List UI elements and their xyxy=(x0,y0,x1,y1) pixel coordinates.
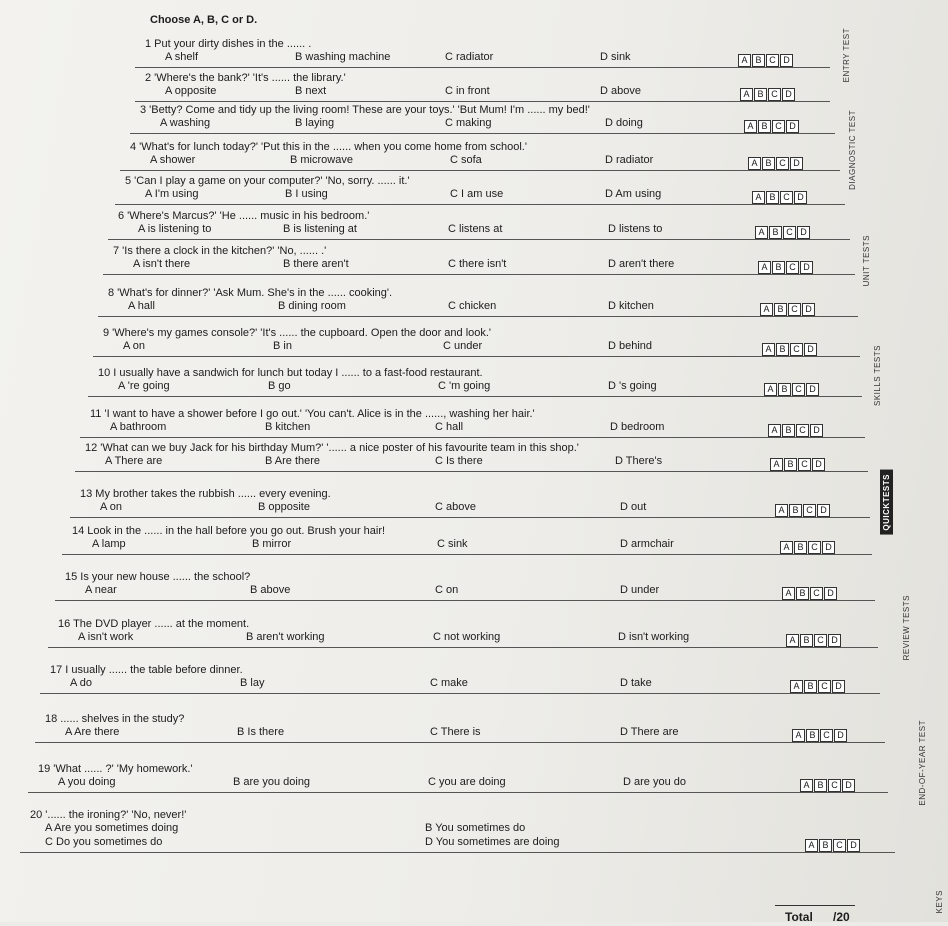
answer-box-a[interactable]: A xyxy=(805,839,818,852)
option-b: B Are there xyxy=(265,455,321,467)
option-d: D armchair xyxy=(620,538,674,550)
divider-line xyxy=(62,554,872,555)
answer-box-b[interactable]: B xyxy=(800,634,813,647)
option-d: D under xyxy=(620,584,660,596)
answer-box-a[interactable]: A xyxy=(744,120,757,133)
answer-box-b[interactable]: B xyxy=(772,261,785,274)
option-b: B opposite xyxy=(258,501,310,513)
option-d: D radiator xyxy=(605,154,654,166)
answer-box-a[interactable]: A xyxy=(764,383,777,396)
answer-box-d[interactable]: D xyxy=(847,839,860,852)
answer-box-a[interactable]: A xyxy=(786,634,799,647)
answer-box-b[interactable]: B xyxy=(769,226,782,239)
answer-box-a[interactable]: A xyxy=(768,424,781,437)
answer-box-c[interactable]: C xyxy=(783,226,796,239)
option-c: C Is there xyxy=(435,455,483,467)
answer-box-a[interactable]: A xyxy=(760,303,773,316)
side-tab: KEYS xyxy=(935,890,944,914)
question-stem: 6 'Where's Marcus?' 'He ...... music in his bedroom.' xyxy=(118,210,370,222)
divider-line xyxy=(135,67,830,68)
answer-box-b[interactable]: B xyxy=(754,88,767,101)
answer-box-c[interactable]: C xyxy=(814,634,827,647)
answer-box-b[interactable]: B xyxy=(776,343,789,356)
answer-box-a[interactable]: A xyxy=(770,458,783,471)
option-a: A on xyxy=(123,340,146,352)
option-b: B go xyxy=(268,380,291,392)
option-a: A near xyxy=(85,584,117,596)
answer-boxes xyxy=(792,729,847,742)
answer-boxes xyxy=(758,261,813,274)
answer-box-a[interactable]: A xyxy=(790,680,803,693)
answer-box-c[interactable]: C xyxy=(833,839,846,852)
option-b: B is listening at xyxy=(283,223,357,235)
question-stem: 19 'What ...... ?' 'My homework.' xyxy=(38,763,193,775)
answer-box-c[interactable]: C xyxy=(808,541,821,554)
answer-boxes xyxy=(786,634,841,647)
answer-boxes xyxy=(780,541,835,554)
question-stem: 16 The DVD player ...... at the moment. xyxy=(58,618,250,630)
divider-line xyxy=(135,101,830,102)
question-stem: 13 My brother takes the rubbish ...... every evening. xyxy=(80,488,331,500)
question-stem: 20 '...... the ironing?' 'No, never!' xyxy=(30,809,187,821)
question-item xyxy=(140,104,825,131)
question-item xyxy=(72,525,862,552)
divider-line xyxy=(115,204,845,205)
answer-box-c[interactable]: C xyxy=(786,261,799,274)
answer-box-d[interactable]: D xyxy=(790,157,803,170)
answer-box-a[interactable]: A xyxy=(755,226,768,239)
answer-box-c[interactable]: C xyxy=(792,383,805,396)
question-stem: 1 Put your dirty dishes in the ...... . xyxy=(145,38,312,50)
option-d: D sink xyxy=(600,51,631,63)
question-stem: 10 I usually have a sandwich for lunch but today I ...... to a fast-food restaurant. xyxy=(98,367,483,379)
option-c: C radiator xyxy=(445,51,494,63)
option-a: A on xyxy=(100,501,123,513)
option-d: D Am using xyxy=(605,188,662,200)
question-stem: 2 'Where's the bank?' 'It's ...... the library.' xyxy=(145,72,346,84)
answer-boxes xyxy=(738,54,793,67)
answer-box-c[interactable]: C xyxy=(790,343,803,356)
option-d: D out xyxy=(620,501,647,513)
option-c: C chicken xyxy=(448,300,497,312)
side-tab: END-OF-YEAR TEST xyxy=(918,720,927,806)
option-b: B washing machine xyxy=(295,51,391,63)
answer-box-d[interactable]: D xyxy=(786,120,799,133)
option-c: C you are doing xyxy=(428,776,506,788)
answer-box-b[interactable]: B xyxy=(758,120,771,133)
option-b: B I using xyxy=(285,188,328,200)
option-b: B above xyxy=(250,584,291,596)
side-tab: REVIEW TESTS xyxy=(902,595,911,661)
option-c: C listens at xyxy=(448,223,503,235)
answer-box-a[interactable]: A xyxy=(748,157,761,170)
option-a: A Are there xyxy=(65,726,120,738)
answer-boxes xyxy=(755,226,810,239)
answer-box-c[interactable]: C xyxy=(776,157,789,170)
answer-box-d[interactable]: D xyxy=(800,261,813,274)
answer-box-b[interactable]: B xyxy=(766,191,779,204)
divider-line xyxy=(93,356,860,357)
answer-box-c[interactable]: C xyxy=(768,88,781,101)
divider-line xyxy=(48,647,878,648)
question-item xyxy=(145,72,820,99)
question-stem: 3 'Betty? Come and tidy up the living room! These are your toys.' 'But Mum! I'm ...... my bed!' xyxy=(140,104,590,116)
option-c: C make xyxy=(430,677,468,689)
option-d: D are you do xyxy=(623,776,686,788)
total-score-value: /20 xyxy=(833,910,850,924)
answer-box-b[interactable]: B xyxy=(752,54,765,67)
option-a: A washing xyxy=(160,117,211,129)
divider-line xyxy=(35,742,885,743)
question-item xyxy=(98,367,852,394)
option-a: A isn't work xyxy=(78,631,134,643)
option-c: C above xyxy=(435,501,476,513)
answer-box-b[interactable]: B xyxy=(794,541,807,554)
side-tab: UNIT TESTS xyxy=(862,235,871,287)
answer-boxes xyxy=(762,343,817,356)
divider-line xyxy=(98,316,858,317)
total-label: Total xyxy=(785,910,813,924)
question-stem: 17 I usually ...... the table before dinner. xyxy=(50,664,243,676)
option-a: A hall xyxy=(128,300,155,312)
answer-box-c[interactable]: C xyxy=(820,729,833,742)
option-b: B in xyxy=(273,340,292,352)
option-b: B aren't working xyxy=(246,631,325,643)
side-tab: SKILLS TESTS xyxy=(873,345,882,406)
answer-boxes xyxy=(800,779,855,792)
answer-box-d[interactable]: D xyxy=(804,343,817,356)
question-stem: 11 'I want to have a shower before I go out.' 'You can't. Alice is in the ......, washing her hair.' xyxy=(90,408,535,420)
option-c: C there isn't xyxy=(448,258,507,270)
question-item xyxy=(58,618,868,645)
question-item xyxy=(108,287,848,314)
question-item xyxy=(113,245,845,272)
side-tab: DIAGNOSTIC TEST xyxy=(848,110,857,190)
question-stem: 14 Look in the ...... in the hall before you go out. Brush your hair! xyxy=(72,525,386,537)
divider-line xyxy=(103,274,855,275)
answer-box-a[interactable]: A xyxy=(782,587,795,600)
question-stem: 4 'What's for lunch today?' 'Put this in the ...... when you come home from school.' xyxy=(130,141,527,153)
answer-box-c[interactable]: C xyxy=(818,680,831,693)
answer-box-c[interactable]: C xyxy=(810,587,823,600)
option-a: A shower xyxy=(150,154,196,166)
answer-box-d[interactable]: D xyxy=(822,541,835,554)
question-item xyxy=(38,763,878,790)
option-d: D isn't working xyxy=(618,631,690,643)
option-a: A I'm using xyxy=(145,188,199,200)
divider-line xyxy=(130,133,835,134)
answer-boxes xyxy=(752,191,807,204)
option-b: B microwave xyxy=(290,154,353,166)
answer-box-d[interactable]: D xyxy=(797,226,810,239)
option-a: A isn't there xyxy=(133,258,191,270)
option-d: D There's xyxy=(615,455,663,467)
question-stem: 8 'What's for dinner?' 'Ask Mum. She's in the ...... cooking'. xyxy=(108,287,393,299)
side-tab: QUICKTESTS xyxy=(880,470,893,535)
answer-boxes xyxy=(740,88,795,101)
option-d: D listens to xyxy=(608,223,663,235)
option-a: A opposite xyxy=(165,85,217,97)
option-a: A bathroom xyxy=(110,421,167,433)
answer-box-a[interactable]: A xyxy=(738,54,751,67)
option-b: B are you doing xyxy=(233,776,311,788)
question-stem: 9 'Where's my games console?' 'It's ...... the cupboard. Open the door and look.' xyxy=(103,327,492,339)
option-c: C sofa xyxy=(450,154,482,166)
answer-box-b[interactable]: B xyxy=(804,680,817,693)
answer-box-b[interactable]: B xyxy=(796,587,809,600)
option-a: A There are xyxy=(105,455,163,467)
answer-box-d[interactable]: D xyxy=(828,634,841,647)
answer-box-d[interactable]: D xyxy=(780,54,793,67)
divider-line xyxy=(80,437,865,438)
option-d: D bedroom xyxy=(610,421,665,433)
question-stem: 12 'What can we buy Jack for his birthday Mum?' '...... a nice poster of his favourite team in this shop.' xyxy=(85,442,579,454)
question-item xyxy=(50,664,870,691)
divider-line xyxy=(55,600,875,601)
answer-box-a[interactable]: A xyxy=(800,779,813,792)
answer-box-a[interactable]: A xyxy=(792,729,805,742)
option-d: D aren't there xyxy=(608,258,675,270)
answer-box-c[interactable]: C xyxy=(828,779,841,792)
question-stem: 5 'Can I play a game on your computer?' 'No, sorry. ...... it.' xyxy=(125,175,410,187)
option-d: D behind xyxy=(608,340,653,352)
answer-box-c[interactable]: C xyxy=(780,191,793,204)
answer-boxes xyxy=(748,157,803,170)
option-b: B Is there xyxy=(237,726,285,738)
answer-box-b[interactable]: B xyxy=(819,839,832,852)
answer-boxes xyxy=(744,120,799,133)
option-a: A you doing xyxy=(58,776,116,788)
option-b: B kitchen xyxy=(265,421,311,433)
option-d: D above xyxy=(600,85,641,97)
option-a: A shelf xyxy=(165,51,199,63)
instruction: Choose A, B, C or D. xyxy=(150,14,258,26)
option-b: B dining room xyxy=(278,300,346,312)
answer-box-d[interactable]: D xyxy=(832,680,845,693)
answer-box-b[interactable]: B xyxy=(778,383,791,396)
answer-box-a[interactable]: A xyxy=(752,191,765,204)
option-b: B mirror xyxy=(252,538,292,550)
option-c: C Do you sometimes do xyxy=(45,836,163,848)
question-item xyxy=(80,488,860,515)
option-c: C I am use xyxy=(450,188,504,200)
question-item xyxy=(118,210,840,237)
answer-box-b[interactable]: B xyxy=(762,157,775,170)
option-c: C hall xyxy=(435,421,464,433)
divider-line xyxy=(88,396,862,397)
divider-line xyxy=(108,239,850,240)
answer-box-b[interactable]: B xyxy=(774,303,787,316)
option-c: C making xyxy=(445,117,492,129)
answer-box-d[interactable]: D xyxy=(810,424,823,437)
answer-box-d[interactable]: D xyxy=(806,383,819,396)
answer-box-d[interactable]: D xyxy=(802,303,815,316)
option-a: A Are you sometimes doing xyxy=(45,822,179,834)
option-a: A is listening to xyxy=(138,223,212,235)
option-d: D You sometimes are doing xyxy=(425,836,560,848)
option-d: D doing xyxy=(605,117,643,129)
answer-box-d[interactable]: D xyxy=(812,458,825,471)
answer-boxes xyxy=(760,303,815,316)
question-item xyxy=(30,809,885,850)
question-item xyxy=(125,175,835,202)
answer-boxes xyxy=(764,383,819,396)
answer-boxes xyxy=(768,424,823,437)
option-d: D There are xyxy=(620,726,679,738)
answer-boxes xyxy=(770,458,825,471)
option-c: C sink xyxy=(437,538,468,550)
question-item xyxy=(145,38,820,65)
answer-box-d[interactable]: D xyxy=(834,729,847,742)
option-c: C on xyxy=(435,584,459,596)
option-b: B laying xyxy=(295,117,335,129)
answer-box-a[interactable]: A xyxy=(775,504,788,517)
option-a: A lamp xyxy=(92,538,126,550)
question-stem: 18 ...... shelves in the study? xyxy=(45,713,185,725)
answer-box-d[interactable]: D xyxy=(842,779,855,792)
divider-line xyxy=(20,852,895,853)
divider-line xyxy=(75,471,868,472)
option-b: B You sometimes do xyxy=(425,822,526,834)
answer-box-b[interactable]: B xyxy=(814,779,827,792)
answer-box-b[interactable]: B xyxy=(789,504,802,517)
question-stem: 7 'Is there a clock in the kitchen?' 'No, ...... .' xyxy=(113,245,327,257)
answer-box-a[interactable]: A xyxy=(780,541,793,554)
question-item xyxy=(103,327,850,354)
total-score xyxy=(775,905,855,926)
answer-box-b[interactable]: B xyxy=(782,424,795,437)
option-c: C in front xyxy=(445,85,490,97)
question-item xyxy=(130,141,830,168)
answer-box-b[interactable]: B xyxy=(784,458,797,471)
option-d: D 's going xyxy=(608,380,657,392)
option-b: B next xyxy=(295,85,327,97)
answer-box-d[interactable]: D xyxy=(824,587,837,600)
divider-line xyxy=(28,792,888,793)
option-c: C under xyxy=(443,340,483,352)
divider-line xyxy=(70,517,870,518)
option-c: C not working xyxy=(433,631,501,643)
answer-box-a[interactable]: A xyxy=(762,343,775,356)
answer-box-b[interactable]: B xyxy=(806,729,819,742)
answer-box-c[interactable]: C xyxy=(803,504,816,517)
answer-box-c[interactable]: C xyxy=(798,458,811,471)
answer-box-d[interactable]: D xyxy=(794,191,807,204)
question-item xyxy=(90,408,855,435)
question-item xyxy=(65,571,865,598)
divider-line xyxy=(120,170,840,171)
question-item xyxy=(45,713,875,740)
question-stem: 15 Is your new house ...... the school? xyxy=(65,571,251,583)
divider-line xyxy=(40,693,880,694)
option-d: D take xyxy=(620,677,652,689)
option-a: A 're going xyxy=(118,380,170,392)
option-c: C There is xyxy=(430,726,481,738)
answer-boxes xyxy=(790,680,845,693)
option-b: B there aren't xyxy=(283,258,349,270)
answer-box-a[interactable]: A xyxy=(758,261,771,274)
question-item xyxy=(85,442,858,469)
option-a: A do xyxy=(70,677,93,689)
answer-boxes xyxy=(782,587,837,600)
answer-box-d[interactable]: D xyxy=(782,88,795,101)
answer-box-d[interactable]: D xyxy=(817,504,830,517)
side-tab: ENTRY TEST xyxy=(842,28,851,83)
answer-box-c[interactable]: C xyxy=(796,424,809,437)
answer-boxes xyxy=(805,839,860,852)
option-c: C 'm going xyxy=(438,380,491,392)
answer-box-c[interactable]: C xyxy=(766,54,779,67)
option-d: D kitchen xyxy=(608,300,654,312)
option-b: B lay xyxy=(240,677,265,689)
answer-box-a[interactable]: A xyxy=(740,88,753,101)
answer-boxes xyxy=(775,504,830,517)
answer-box-c[interactable]: C xyxy=(772,120,785,133)
answer-box-c[interactable]: C xyxy=(788,303,801,316)
